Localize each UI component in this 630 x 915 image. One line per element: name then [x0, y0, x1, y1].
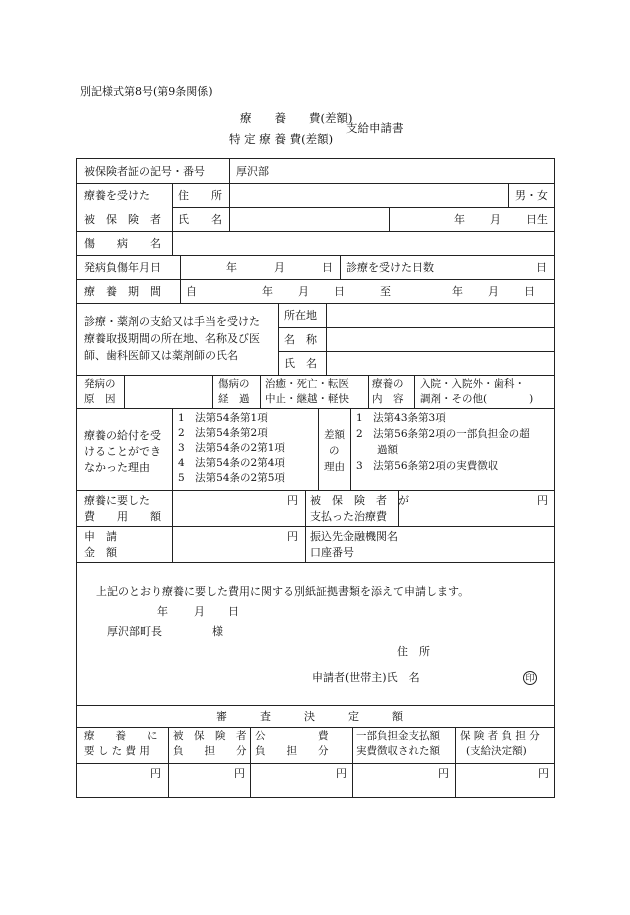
reason-label-2: けることができ [84, 445, 161, 458]
period-from-month: 月 [298, 285, 309, 298]
cost-label-1: 療養に要した [84, 494, 150, 507]
title-suffix: 支給申請書 [346, 121, 404, 135]
decision-col-2-line1: 被 保 険 者 [173, 730, 247, 742]
paid-label-2: 支払った治療費 [310, 510, 387, 523]
declaration-year: 年 [157, 605, 168, 618]
claim-label-1: 申 請 [84, 530, 117, 543]
reason-item[interactable]: 1 法第54条第1項 [178, 412, 268, 424]
reason-label-3: なかった理由 [84, 461, 150, 474]
diff-item[interactable]: 3 法第56条第2項の実費徴収 [356, 460, 499, 472]
birth-year: 年 [454, 213, 465, 226]
paid-label-1: 被 保 険 者 が [310, 494, 409, 507]
injury-label: 傷 病 名 [84, 237, 161, 250]
diff-item: 過額 [356, 444, 398, 456]
period-from: 自 [186, 285, 197, 298]
decision-col-2-line2: 負 担 分 [173, 745, 247, 757]
course-label-2: 経 過 [218, 393, 250, 405]
decision-col-4-unit: 円 [438, 767, 449, 780]
decision-col-3-line2: 負 担 分 [255, 745, 329, 757]
days-label: 診療を受けた日数 [346, 261, 434, 274]
cost-label-2: 費 用 額 [84, 510, 161, 523]
addressee: 厚沢部町長 [107, 625, 162, 638]
period-to-year: 年 [452, 285, 463, 298]
reason-item[interactable]: 4 法第54条の2第4項 [178, 457, 285, 469]
provider-desc-2: 療養取扱期間の所在地、名称及び医 [84, 332, 260, 345]
decision-col-4-line1: 一部負担金支払額 [356, 730, 440, 742]
content-options-1[interactable]: 入院・入院外・歯科・ [420, 378, 525, 390]
applicant-address-label: 住 所 [397, 645, 430, 658]
patient-label-2: 被 保 険 者 [84, 213, 161, 226]
diff-item[interactable]: 1 法第43条第3項 [356, 412, 446, 424]
days-unit: 日 [536, 261, 547, 274]
decision-col-1-line2: 要 し た 費 用 [84, 745, 150, 757]
address-label: 住 所 [178, 189, 222, 202]
provider-desc-1: 診療・薬剤の支給又は手当を受けた [84, 315, 260, 328]
birth-month: 月 [490, 213, 501, 226]
addressee-sama: 様 [212, 625, 223, 638]
decision-col-4-line2: 実費徴収された額 [356, 745, 440, 757]
decision-col-3-unit: 円 [336, 767, 347, 780]
claim-label-2: 金 額 [84, 546, 117, 559]
diff-item[interactable]: 2 法第56条第2項の一部負担金の超 [356, 428, 530, 440]
card-number-label: 被保険者証の記号・番号 [84, 165, 205, 178]
decision-heading: 審 査 決 定 額 [216, 710, 403, 723]
onset-month: 月 [274, 261, 285, 274]
period-label: 療 養 期 間 [84, 285, 161, 298]
content-label-2: 内 容 [372, 393, 404, 405]
period-from-day: 日 [334, 285, 345, 298]
form-table [76, 158, 555, 798]
period-from-year: 年 [262, 285, 273, 298]
declaration-month: 月 [194, 605, 205, 618]
gender-options[interactable]: 男・女 [515, 189, 548, 202]
provider-name-label: 名 称 [284, 333, 317, 346]
course-options-2[interactable]: 中止・継越・軽快 [265, 393, 349, 405]
reason-item[interactable]: 2 法第54条第2項 [178, 427, 268, 439]
patient-label-1: 療養を受けた [84, 189, 150, 202]
provider-location-label: 所在地 [284, 309, 317, 322]
account-label: 口座番号 [310, 546, 354, 559]
form-number: 別記様式第8号(第9条関係) [80, 85, 213, 98]
period-to: 至 [380, 285, 391, 298]
paid-unit: 円 [537, 494, 548, 507]
title-line1: 療 養 費(差額) [240, 111, 353, 125]
claim-unit: 円 [287, 530, 298, 543]
reason-item[interactable]: 5 法第54条の2第5項 [178, 472, 285, 484]
period-to-day: 日 [524, 285, 535, 298]
diff-label-1: 差額 [324, 429, 345, 441]
diff-label-3: 理由 [324, 461, 345, 473]
cause-label-1: 発病の [84, 378, 116, 390]
reason-label-1: 療養の給付を受 [84, 429, 161, 442]
bank-label: 振込先金融機関名 [310, 530, 398, 543]
declaration-day: 日 [228, 605, 239, 618]
card-number-value[interactable]: 厚沢部 [236, 165, 269, 178]
content-label-1: 療養の [372, 378, 404, 390]
name-label: 氏 名 [178, 213, 222, 226]
decision-col-1-unit: 円 [150, 767, 161, 780]
diff-label-2: の [329, 445, 340, 457]
provider-desc-3: 師、歯科医師又は薬剤師の氏名 [84, 349, 238, 362]
title-line2: 特 定 療 養 費(差額) [229, 132, 334, 146]
birth-day: 日生 [526, 213, 548, 226]
decision-col-2-unit: 円 [234, 767, 245, 780]
applicant-name-label: 申請者(世帯主)氏 名 [312, 671, 420, 684]
seal-icon: 印 [523, 671, 537, 685]
reason-item[interactable]: 3 法第54条の2第1項 [178, 442, 285, 454]
decision-col-3-line1: 公 費 [255, 730, 329, 742]
declaration-text: 上記のとおり療養に要した費用に関する別紙証拠書類を添えて申請します。 [96, 585, 470, 598]
course-options-1[interactable]: 治癒・死亡・転医 [265, 378, 349, 390]
period-to-month: 月 [488, 285, 499, 298]
provider-person-label: 氏 名 [284, 357, 317, 370]
decision-col-5-line1: 保 険 者 負 担 分 [460, 730, 540, 742]
decision-col-1-line1: 療 養 に [84, 730, 158, 742]
onset-label: 発病負傷年月日 [84, 261, 161, 274]
cause-label-2: 原 因 [84, 393, 116, 405]
decision-col-5-unit: 円 [538, 767, 549, 780]
onset-year: 年 [226, 261, 237, 274]
course-label-1: 傷病の [218, 378, 250, 390]
onset-day: 日 [322, 261, 333, 274]
content-options-2[interactable]: 調剤・その他( ) [420, 393, 534, 405]
cost-unit: 円 [287, 494, 298, 507]
decision-col-5-line2: (支給決定額) [466, 745, 527, 757]
